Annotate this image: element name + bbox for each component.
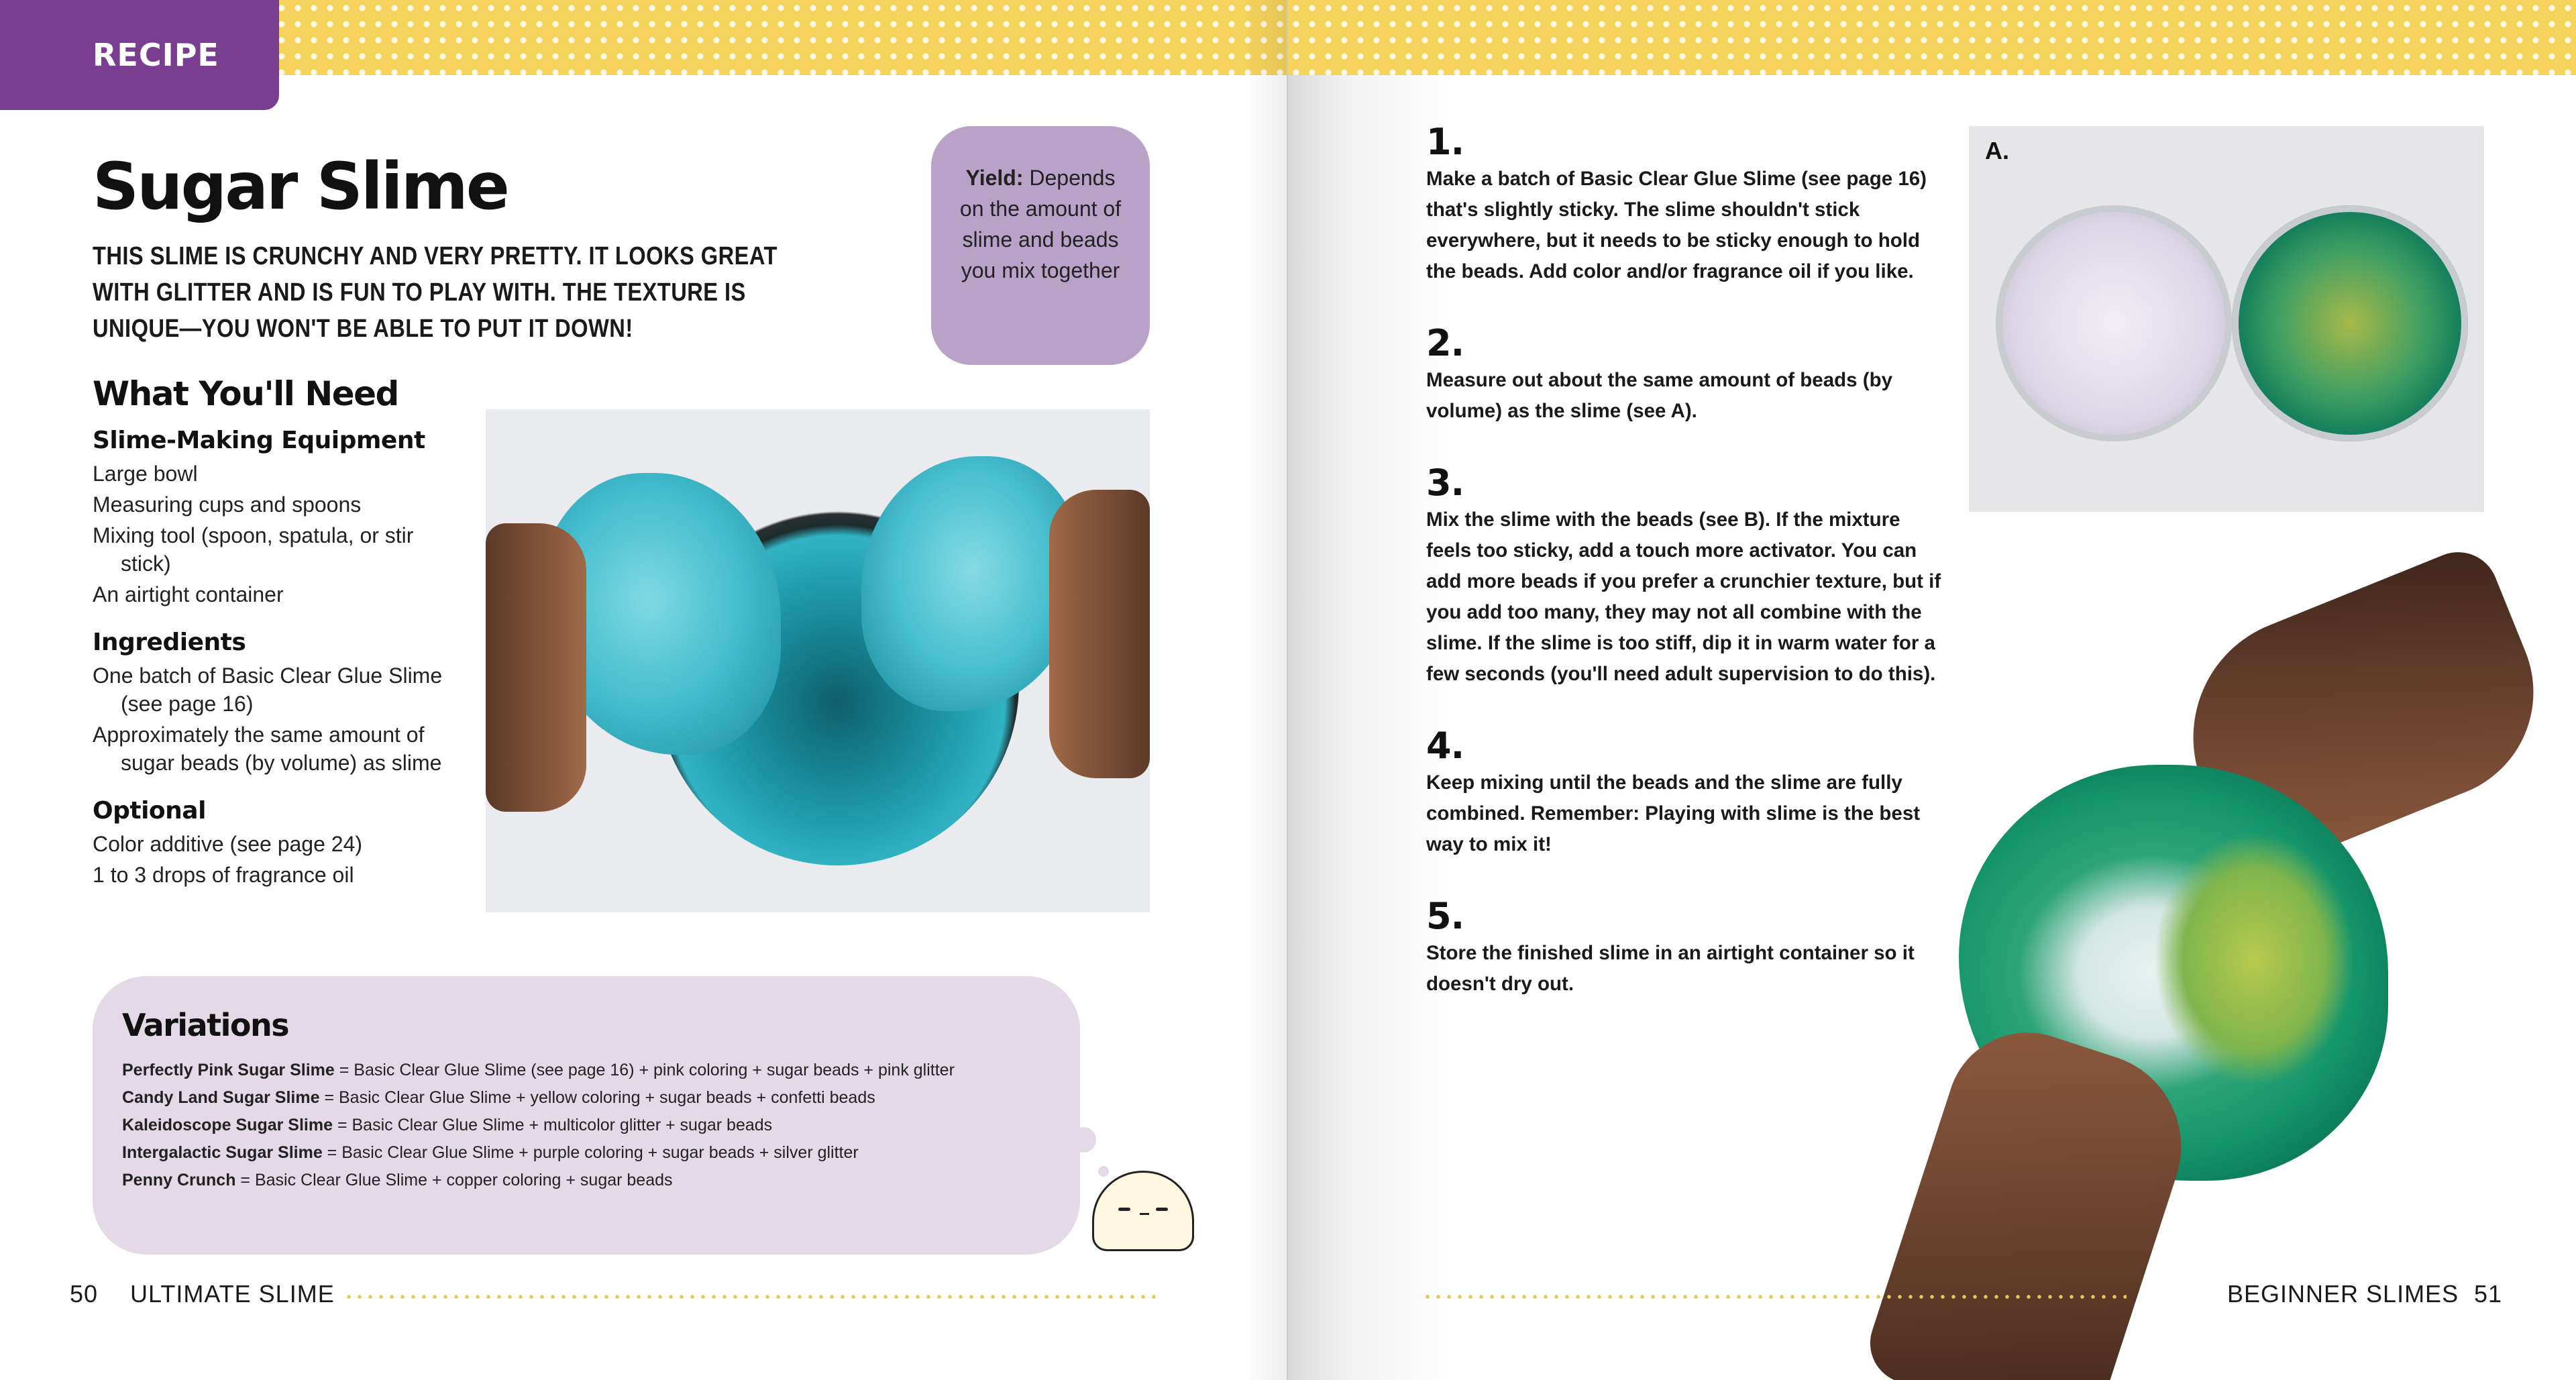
- step-number: 2.: [1426, 322, 1464, 364]
- running-title-right: BEGINNER SLIMES: [2227, 1280, 2459, 1308]
- step-text: Make a batch of Basic Clear Glue Slime (see page 16) that's slightly sticky. The slime shouldn't stick everywhere, but it needs to be sticky enough to hold the beads. Add color and/or fragrance oil if you like.: [1426, 168, 1927, 282]
- variation-desc: = Basic Clear Glue Slime (see page 16) + pink coloring + sugar beads + pink glitter: [334, 1061, 955, 1079]
- step-number: 4.: [1426, 725, 1464, 767]
- list-item: Color additive (see page 24): [93, 832, 363, 856]
- variation-item: [122, 1167, 1051, 1194]
- hand-right: [1049, 490, 1150, 778]
- variation-item: [122, 1057, 1051, 1084]
- mascot-eye: [1156, 1208, 1168, 1211]
- recipe-title: Sugar Slime: [93, 149, 508, 224]
- mascot-mouth: [1140, 1213, 1149, 1215]
- hand-left: [486, 523, 586, 812]
- list-item: Mixing tool (spoon, spatula, or stir stick): [93, 523, 414, 576]
- variation-name: Perfectly Pink Sugar Slime: [122, 1061, 335, 1079]
- thought-bubble-dot: [1071, 1127, 1096, 1153]
- mascot-icon: [1092, 1171, 1194, 1251]
- optional-list: [93, 830, 468, 889]
- footer-dots-left: [343, 1295, 1155, 1299]
- recipe-tab-label: RECIPE: [93, 37, 219, 73]
- optional-heading: Optional: [93, 797, 206, 825]
- slime-highlight: [2153, 832, 2355, 1087]
- variation-desc: = Basic Clear Glue Slime + purple coloring + sugar beads + silver glitter: [322, 1143, 859, 1162]
- recipe-tab: [0, 0, 279, 110]
- list-item: Approximately the same amount of sugar beads (by volume) as slime: [93, 723, 442, 775]
- yield-box: [931, 126, 1150, 365]
- step-number: 3.: [1426, 462, 1464, 504]
- variation-item: [122, 1084, 1051, 1112]
- yield-text: Depends on the amount of slime and beads you mix together: [959, 166, 1122, 282]
- recipe-subtitle: THIS SLIME IS CRUNCHY AND VERY PRETTY. IT LOOKS GREAT WITH GLITTER AND IS FUN TO PLAY WITH. THE TEXTURE IS UNIQUE—YOU WON'T BE ABLE TO PUT IT DOWN!: [93, 242, 777, 343]
- footer-dots-right: [1422, 1295, 2127, 1299]
- step-text: Mix the slime with the beads (see B). If the mixture feels too sticky, add a touch more activator. You can add more beads if you prefer a crunchier texture, but if you add too many, they may not all combine with the slime. If the slime is too stiff, dip it in warm water for a few seconds (you'll need adult supervision to do this).: [1426, 509, 1941, 685]
- list-item: Large bowl: [93, 462, 198, 486]
- equipment-heading: Slime-Making Equipment: [93, 427, 425, 454]
- bowl-of-beads: [1996, 205, 2232, 441]
- variation-desc: = Basic Clear Glue Slime + multicolor glitter + sugar beads: [333, 1116, 773, 1134]
- photo-a-label: A.: [1985, 137, 2009, 164]
- mixing-slime-photo: [1778, 577, 2576, 1380]
- variation-name: Candy Land Sugar Slime: [122, 1088, 320, 1107]
- list-item: 1 to 3 drops of fragrance oil: [93, 863, 354, 887]
- bowl-of-slime: [2232, 205, 2468, 441]
- right-page: [1288, 0, 2576, 1380]
- ingredients-heading: Ingredients: [93, 629, 246, 656]
- list-item: One batch of Basic Clear Glue Slime (see page 16): [93, 664, 443, 716]
- header-dot-band: [1288, 0, 2576, 75]
- page-number-right: 51: [2474, 1280, 2503, 1308]
- running-title-left: ULTIMATE SLIME: [130, 1280, 335, 1308]
- variation-name: Penny Crunch: [122, 1171, 236, 1189]
- variation-desc: = Basic Clear Glue Slime + copper coloring + sugar beads: [235, 1171, 673, 1189]
- step-number: 1.: [1426, 121, 1464, 163]
- photo-a-bowls: [1969, 126, 2484, 512]
- variation-item: [122, 1112, 1051, 1139]
- variation-item: [122, 1139, 1051, 1167]
- step-text: Keep mixing until the beads and the slime are fully combined. Remember: Playing with slime is the best way to mix it!: [1426, 772, 1921, 855]
- need-heading: What You'll Need: [93, 374, 398, 413]
- step-text: Measure out about the same amount of beads (by volume) as the slime (see A).: [1426, 369, 1892, 422]
- ingredients-list: [93, 661, 468, 777]
- variation-desc: = Basic Clear Glue Slime + yellow coloring + sugar beads + confetti beads: [319, 1088, 875, 1107]
- step-number: 5.: [1426, 895, 1464, 937]
- variation-name: Kaleidoscope Sugar Slime: [122, 1116, 333, 1134]
- variations-heading: Variations: [122, 1007, 289, 1043]
- list-item: Measuring cups and spoons: [93, 492, 362, 517]
- slime-stretch-photo: [486, 409, 1150, 912]
- step-1: [1426, 121, 1949, 287]
- step-text: Store the finished slime in an airtight container so it doesn't dry out.: [1426, 942, 1915, 995]
- variations-box: [93, 976, 1080, 1255]
- thought-bubble-dot: [1098, 1166, 1109, 1177]
- equipment-list: [93, 460, 468, 608]
- list-item: An airtight container: [93, 582, 284, 606]
- page-number-left: 50: [70, 1280, 99, 1308]
- yield-label: Yield:: [965, 166, 1024, 190]
- mascot-eye: [1118, 1208, 1130, 1211]
- variation-name: Intergalactic Sugar Slime: [122, 1143, 323, 1162]
- need-list: [93, 427, 468, 909]
- step-2: [1426, 322, 1949, 427]
